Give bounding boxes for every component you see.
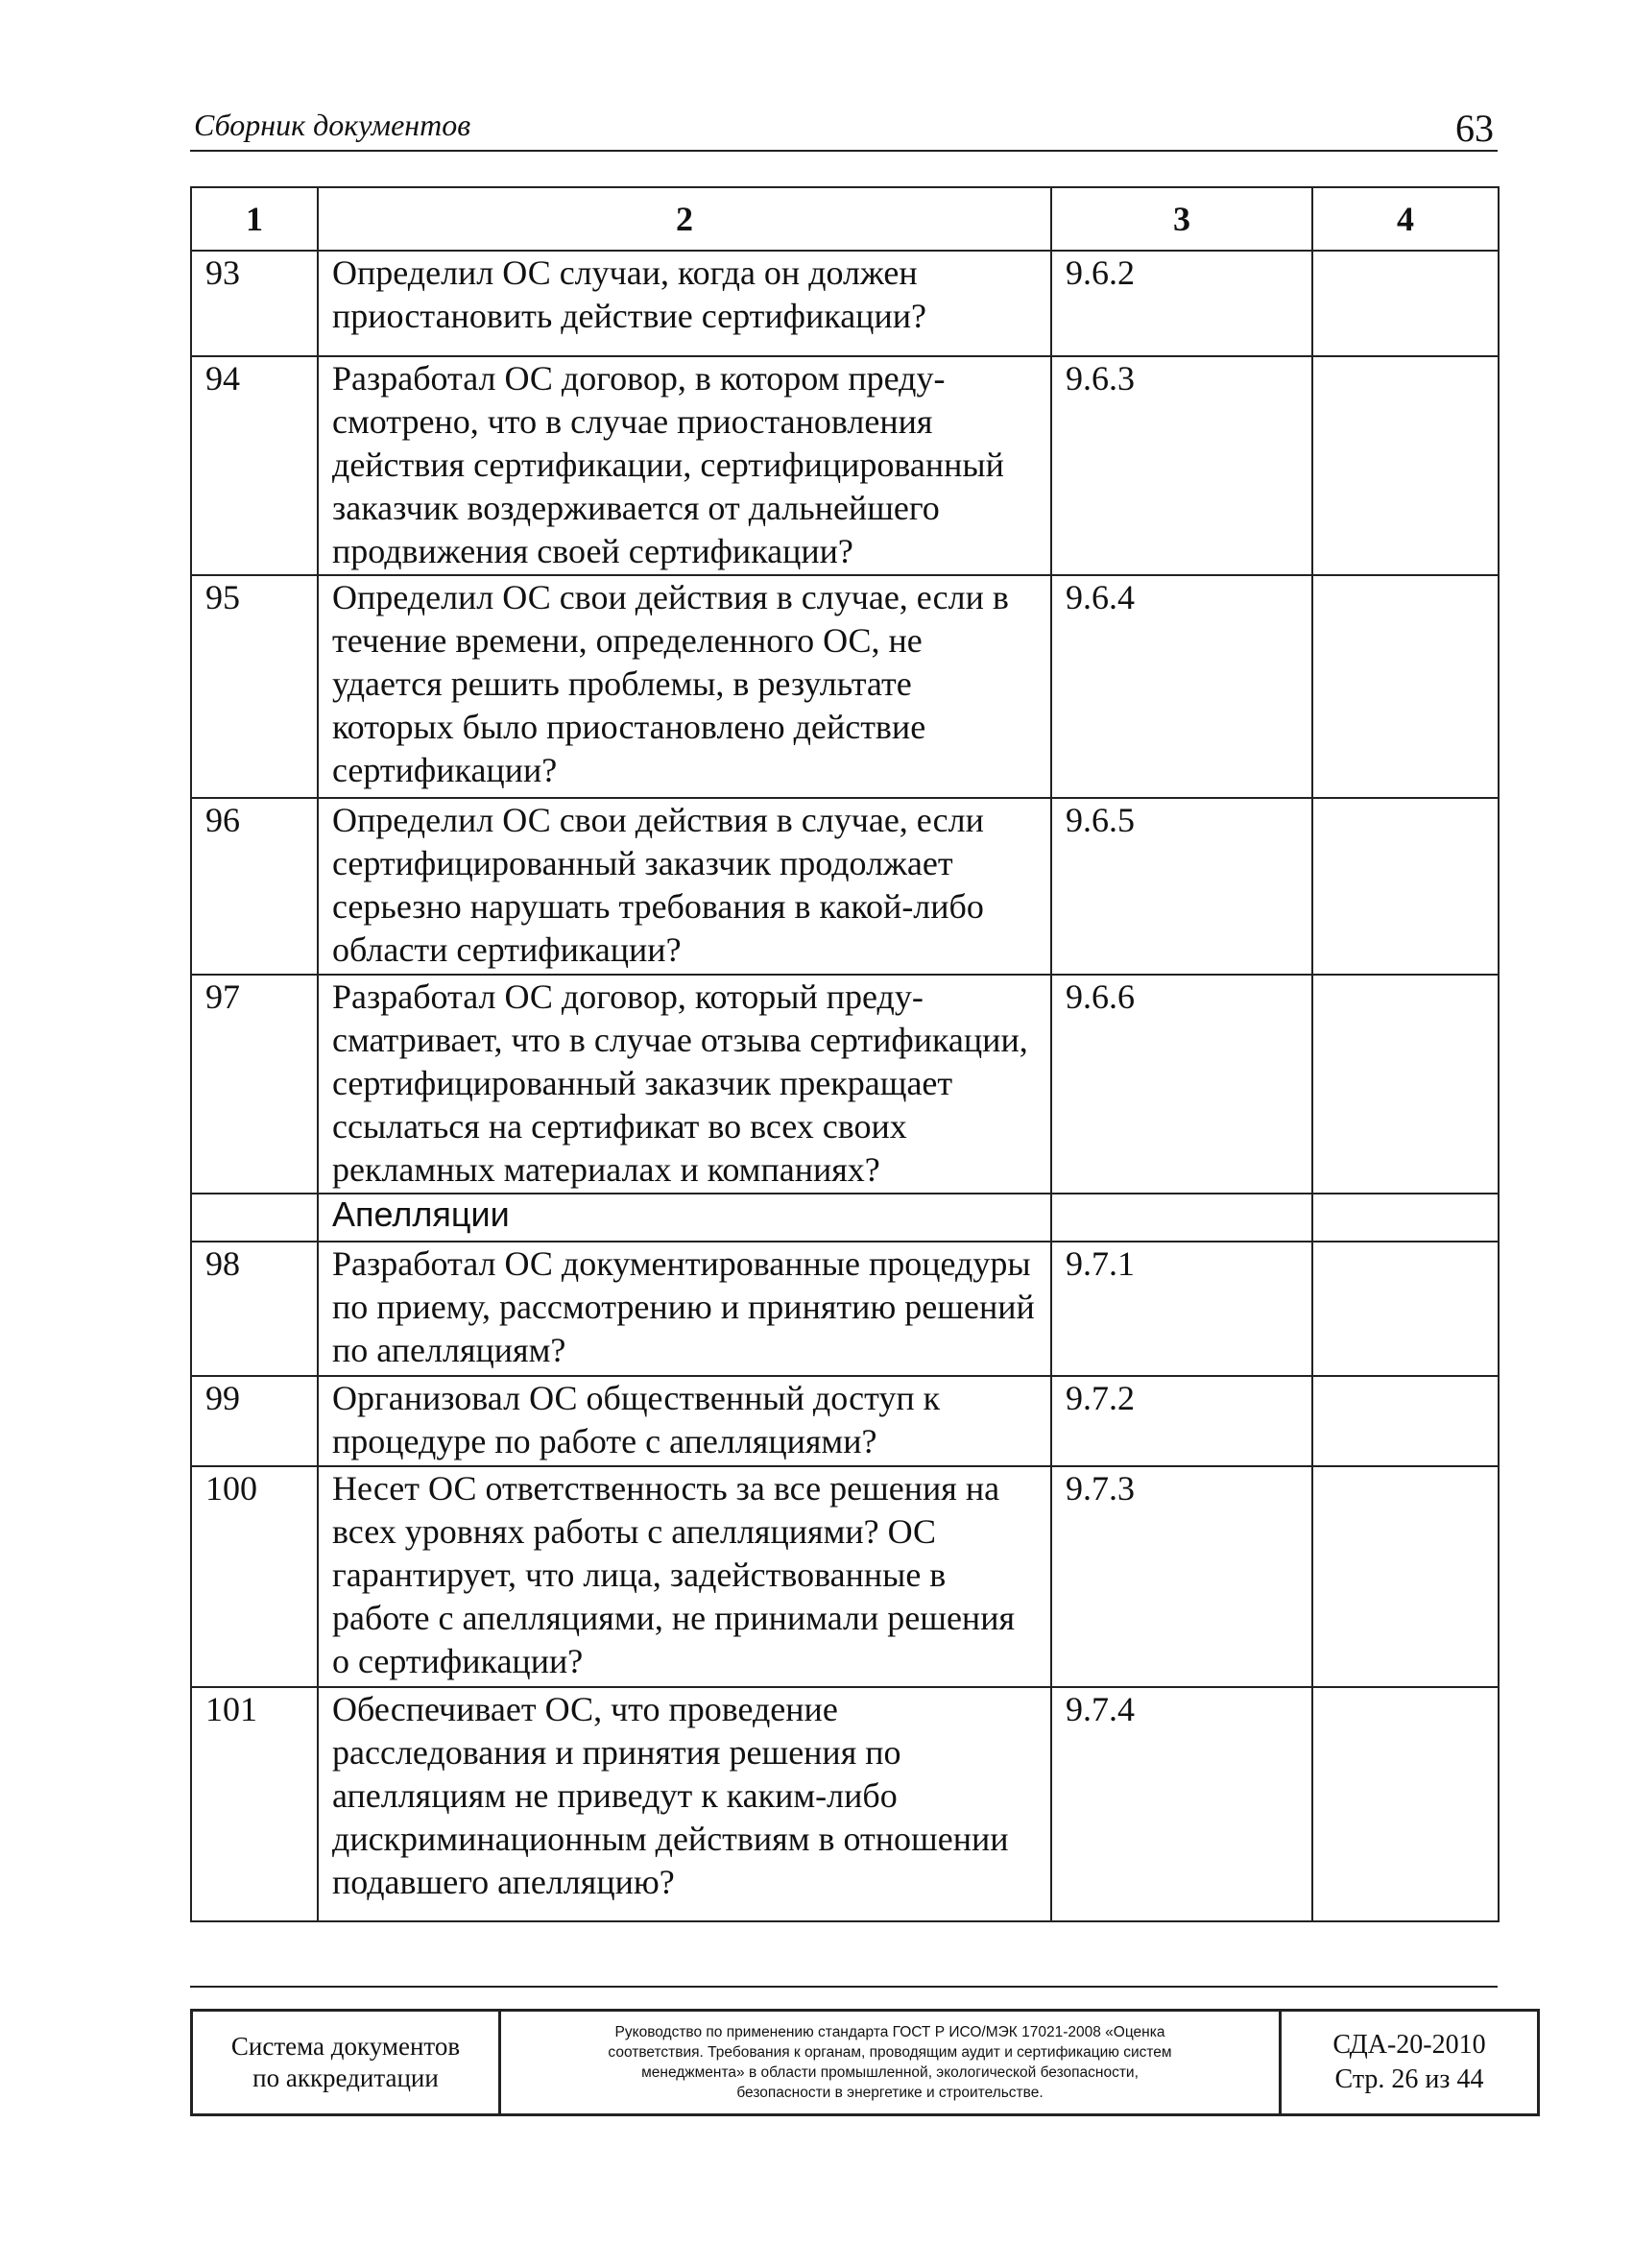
checklist-table [190, 186, 1500, 1922]
row-question: Определил ОС случаи, когда он должен приостановить действие сертификации? [318, 251, 1051, 356]
row-note [1312, 798, 1499, 975]
section-title: Апелляции [318, 1194, 1051, 1242]
row-question: Разработал ОС договор, который предусматривает, что в случае отзыва сертификации, сертифицированный заказчик прекращает ссылаться на сертификат во всех своих рекламных материалах и компаниях? [318, 975, 1051, 1194]
row-note [1312, 975, 1499, 1194]
row-question: Определил ОС свои действия в случае, если в течение времени, определенного ОС, не удается решить проблемы, в результате которых было приостановлено действие сертификации? [318, 575, 1051, 798]
footer-system-name [192, 2011, 500, 2115]
row-number: 94 [191, 356, 318, 575]
section-note-cell [1312, 1194, 1499, 1242]
row-number: 101 [191, 1687, 318, 1921]
table-row [191, 798, 1499, 975]
row-note [1312, 1687, 1499, 1921]
column-header: 2 [318, 187, 1051, 251]
footer-doc-code: СДА-20-2010 [1332, 2030, 1486, 2060]
row-question: Разработал ОС договор, в котором предусмотрено, что в случае приостановления действия сертификации, сертифицированный заказчик воздерживается от дальнейшего продвижения своей сертификации? [318, 356, 1051, 575]
row-number: 98 [191, 1242, 318, 1376]
row-number: 96 [191, 798, 318, 975]
row-question: Организовал ОС общественный доступ к процедуре по работе с апелляциями? [318, 1376, 1051, 1466]
column-header: 3 [1051, 187, 1312, 251]
footer-page-info: Стр. 26 из 44 [1334, 2064, 1484, 2094]
table-row [191, 251, 1499, 356]
footer-title-line: безопасности в энергетике и строительстве. [736, 2085, 1044, 2101]
footer-divider [190, 1986, 1498, 1988]
section-clause-cell [1051, 1194, 1312, 1242]
running-head [190, 104, 1498, 152]
row-question: Обеспечивает ОС, что проведение расследования и принятия решения по апелляциям не приведут к каким-либо дискриминационным действиям в отношении подавшего апелляцию? [318, 1687, 1051, 1921]
table-header-row [191, 187, 1499, 251]
row-question: Несет ОС ответственность за все решения на всех уровнях работы с апелляциями? ОС гарантирует, что лица, задействованные в работе с апелляциями, не принимали решения о сертификации? [318, 1466, 1051, 1687]
footer-system-line: Система документов [230, 2032, 461, 2061]
footer-title-line: соответствия. Требования к органам, проводящим аудит и сертификацию систем [608, 2044, 1172, 2061]
row-note [1312, 356, 1499, 575]
row-clause: 9.7.3 [1051, 1466, 1312, 1687]
footer-title-line: менеджмента» в области промышленной, экологической безопасности, [641, 2064, 1139, 2081]
column-header: 4 [1312, 187, 1499, 251]
row-clause: 9.6.3 [1051, 356, 1312, 575]
section-number-cell [191, 1194, 318, 1242]
row-number: 93 [191, 251, 318, 356]
table-row [191, 1687, 1499, 1921]
row-note [1312, 575, 1499, 798]
row-clause: 9.7.1 [1051, 1242, 1312, 1376]
table-row [191, 1466, 1499, 1687]
row-clause: 9.6.6 [1051, 975, 1312, 1194]
row-clause: 9.6.5 [1051, 798, 1312, 975]
row-clause: 9.6.2 [1051, 251, 1312, 356]
row-question: Определил ОС свои действия в случае, если сертифицированный заказчик продолжает серьезно нарушать требования в какой-либо области сертификации? [318, 798, 1051, 975]
row-note [1312, 251, 1499, 356]
column-header: 1 [191, 187, 318, 251]
row-note [1312, 1242, 1499, 1376]
row-note [1312, 1376, 1499, 1466]
row-number: 100 [191, 1466, 318, 1687]
row-question: Разработал ОС документированные процедуры по приему, рассмотрению и принятию решений по апелляциям? [318, 1242, 1051, 1376]
row-clause: 9.7.4 [1051, 1687, 1312, 1921]
table-row [191, 975, 1499, 1194]
table-row [191, 1376, 1499, 1466]
row-number: 99 [191, 1376, 318, 1466]
row-clause: 9.7.2 [1051, 1376, 1312, 1466]
footer-table [190, 2009, 1540, 2116]
table-row [191, 575, 1499, 798]
table-row [191, 1242, 1499, 1376]
row-number: 95 [191, 575, 318, 798]
footer-title-line: Руководство по применению стандарта ГОСТ Р ИСО/МЭК 17021-2008 «Оценка [614, 2024, 1165, 2040]
row-note [1312, 1466, 1499, 1687]
row-number: 97 [191, 975, 318, 1194]
footer-doc-info [1281, 2011, 1539, 2115]
table-row [191, 356, 1499, 575]
footer-system-line: по аккредитации [252, 2063, 439, 2092]
running-title: Сборник документов [194, 108, 471, 142]
row-clause: 9.6.4 [1051, 575, 1312, 798]
page-number: 63 [1455, 107, 1494, 150]
footer-document-title [500, 2011, 1281, 2115]
section-row [191, 1194, 1499, 1242]
